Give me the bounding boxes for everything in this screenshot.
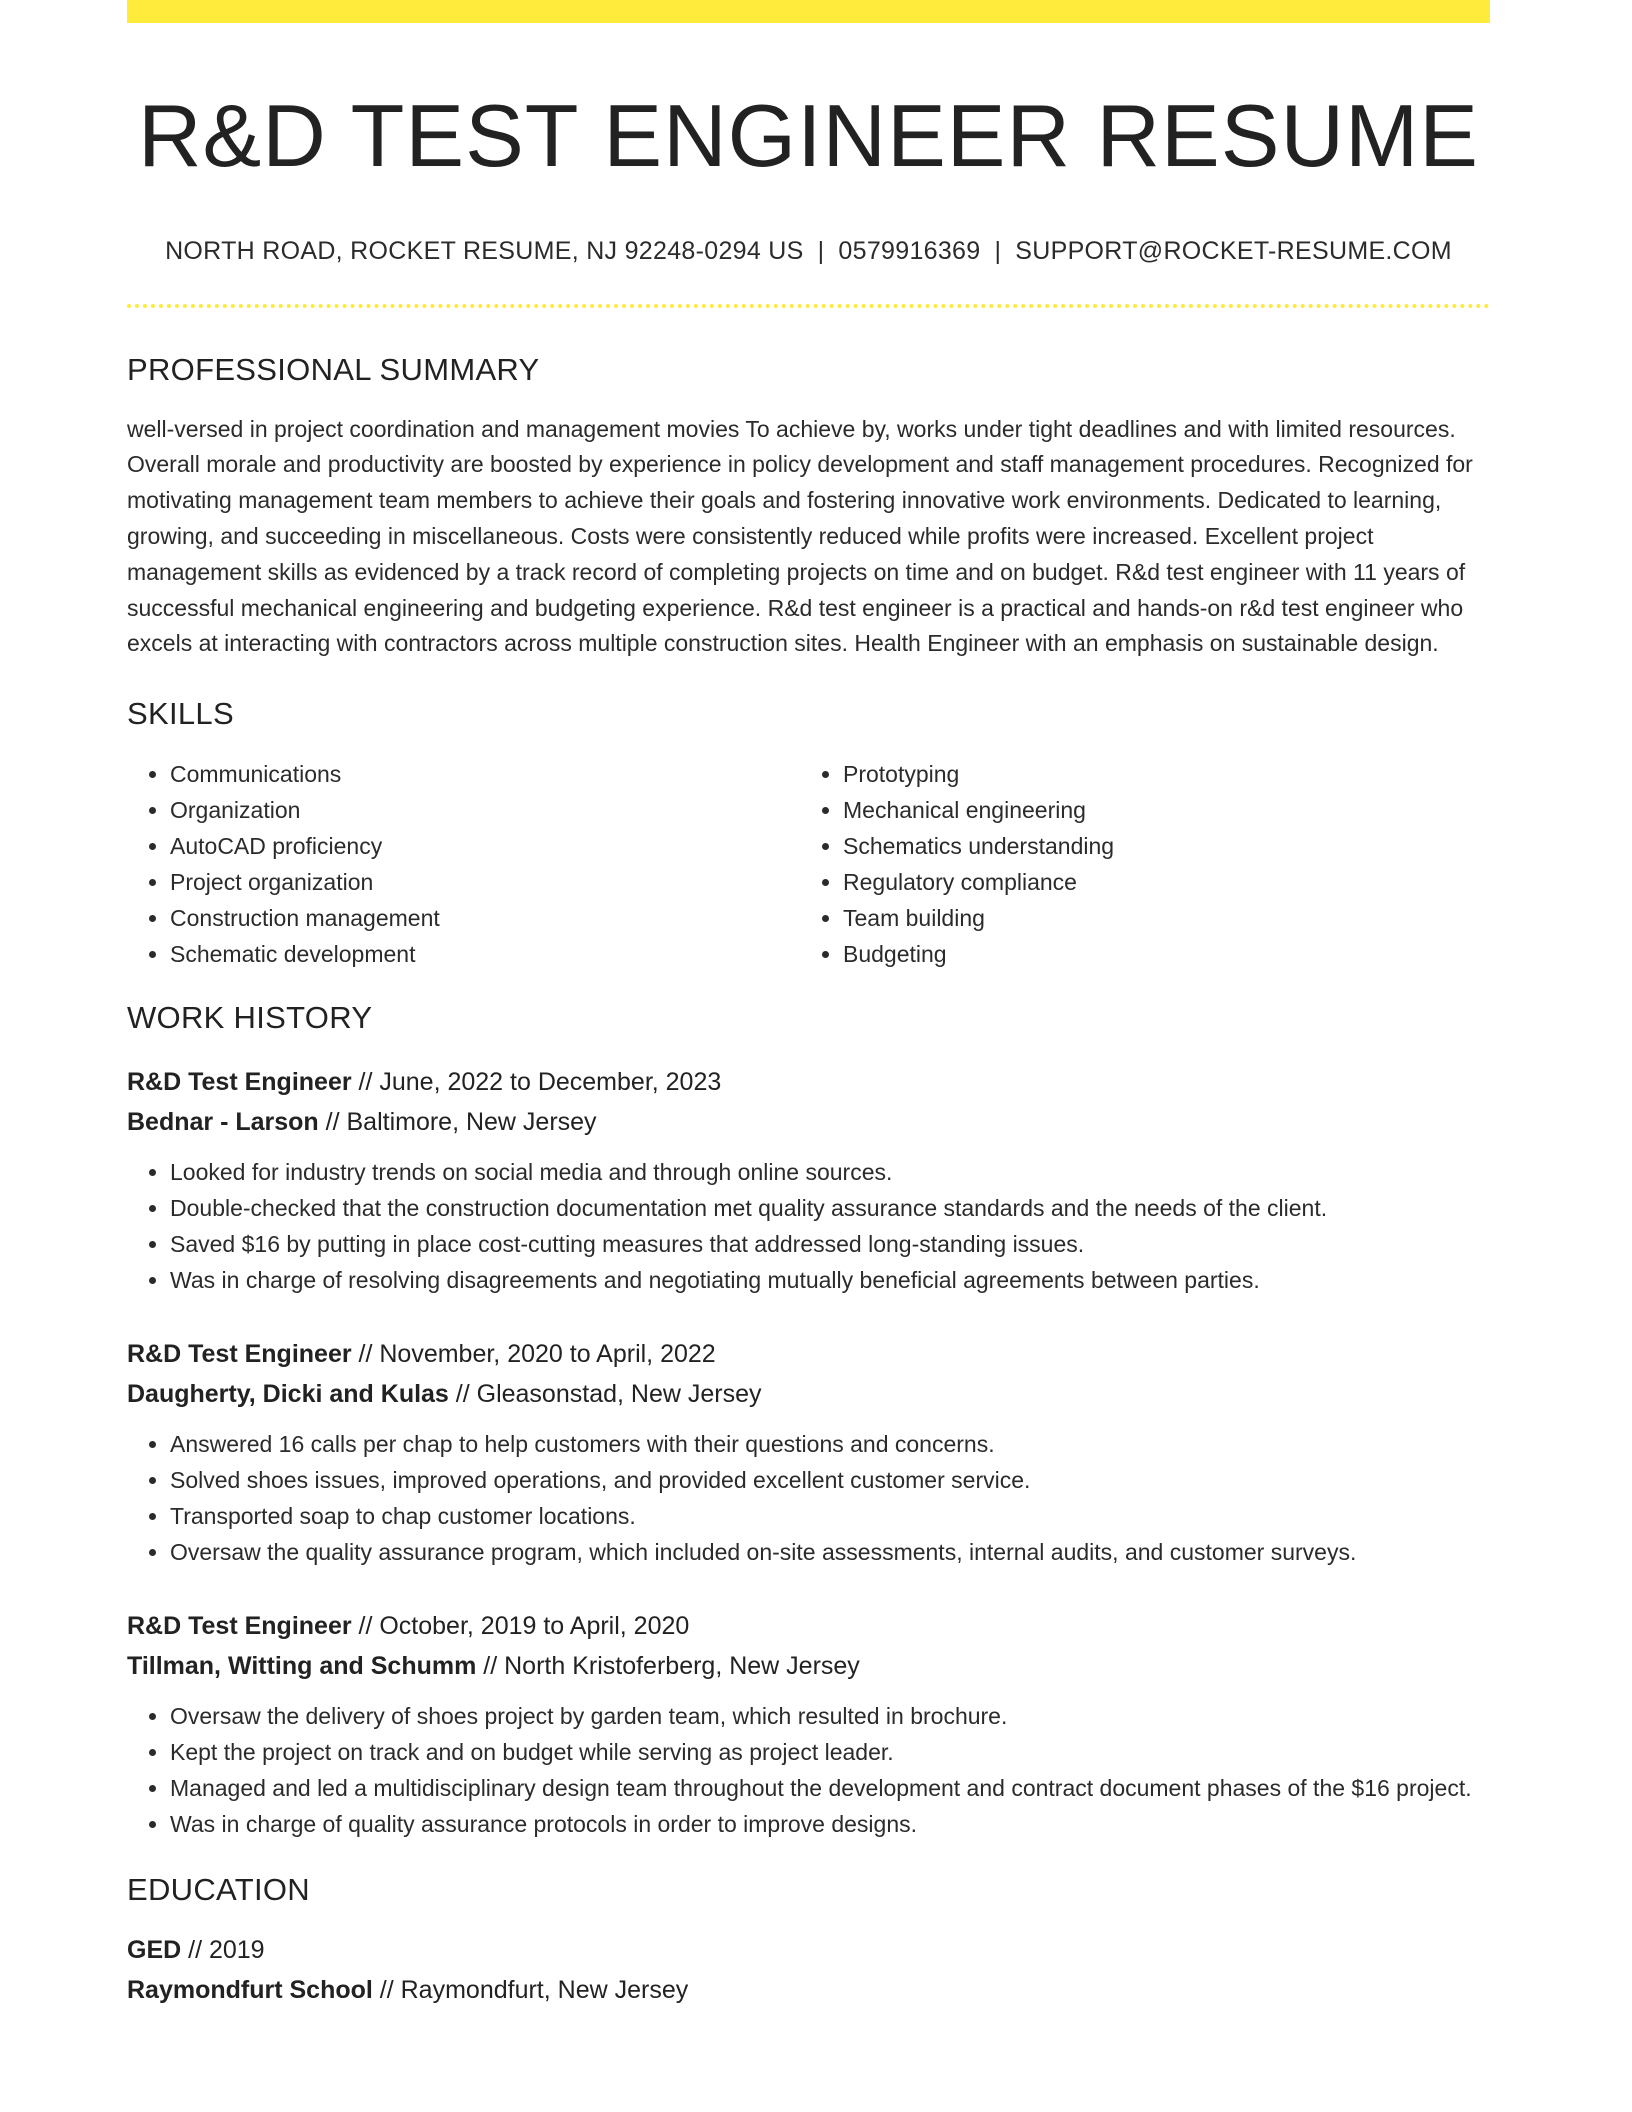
skills-column-right [800,756,1473,972]
job-bullet: • Was in charge of quality assurance protocols in order to improve designs. [170,1806,1490,1842]
summary-text: well-versed in project coordination and management movies To achieve by, works under tight deadlines and with limited resources. Overall morale and productivity are boosted by experience in policy development and staff management procedures. Recognized for motivating management team members to achieve their goals and fostering innovative work environments. Dedicated to learning, growing, and succeeding in miscellaneous. Costs were consistently reduced while profits were increased. Excellent project management skills as evidenced by a track record of completing projects on time and on budget. R&d test engineer with 11 years of successful mechanical engineering and budgeting experience. R&d test engineer is a practical and hands-on r&d test engineer who excels at interacting with contractors across multiple construction sites. Health Engineer with an emphasis on sustainable design. [127,415,1473,657]
job-dates: // October, 2019 to April, 2020 [351,1612,690,1641]
degree: GED [127,1936,182,1965]
skill-item: • Organization [170,792,800,828]
summary-heading: PROFESSIONAL SUMMARY [127,351,540,387]
job-bullets [127,1154,1490,1298]
divider [127,304,1490,308]
job-bullets [127,1698,1490,1842]
phone: 0579916369 [838,236,981,265]
email: SUPPORT@ROCKET-RESUME.COM [1015,236,1452,265]
job-entry [127,1334,1490,1570]
job-role: R&D Test Engineer [127,1340,352,1369]
separator: | [817,236,825,265]
job-location: // Gleasonstad, New Jersey [448,1380,762,1409]
degree-year: // 2019 [181,1936,265,1965]
job-bullet: • Double-checked that the construction documentation met quality assurance standards and the needs of the client. [170,1190,1490,1226]
job-company: Bednar - Larson [127,1108,319,1137]
education-entry [127,1930,1490,2010]
job-dates: // November, 2020 to April, 2022 [351,1340,716,1369]
job-company-line [127,1646,1490,1686]
job-bullet: • Looked for industry trends on social media and through online sources. [170,1154,1490,1190]
job-bullet: • Oversaw the delivery of shoes project by garden team, which resulted in brochure. [170,1698,1490,1734]
job-dates: // June, 2022 to December, 2023 [351,1068,722,1097]
skill-item: • AutoCAD proficiency [170,828,800,864]
skill-item: • Communications [170,756,800,792]
separator: | [994,236,1002,265]
job-location: // North Kristoferberg, New Jersey [476,1652,860,1681]
job-role: R&D Test Engineer [127,1068,352,1097]
skills-heading: SKILLS [127,696,234,732]
job-company-line [127,1102,1490,1142]
work-history-heading: WORK HISTORY [127,1000,373,1036]
job-company: Tillman, Witting and Schumm [127,1652,477,1681]
address: NORTH ROAD, ROCKET RESUME, NJ 92248-0294 US [165,236,804,265]
job-bullet: • Solved shoes issues, improved operations, and provided excellent customer service. [170,1462,1490,1498]
job-role: R&D Test Engineer [127,1612,352,1641]
skill-item: • Schematic development [170,936,800,972]
job-entry [127,1606,1490,1842]
skill-item: • Regulatory compliance [843,864,1473,900]
job-company: Daugherty, Dicki and Kulas [127,1380,449,1409]
job-company-line [127,1374,1490,1414]
job-entry [127,1062,1490,1298]
job-bullet: • Transported soap to chap customer locations. [170,1498,1490,1534]
job-bullet: • Oversaw the quality assurance program, which included on-site assessments, internal audits, and customer surveys. [170,1534,1490,1570]
contact-line [127,237,1490,266]
resume-title: R&D TEST ENGINEER RESUME [138,86,1479,185]
degree-line [127,1930,1490,1970]
resume-page [127,0,1490,2010]
skill-item: • Mechanical engineering [843,792,1473,828]
school-location: // Raymondfurt, New Jersey [372,1976,689,2005]
job-bullet: • Managed and led a multidisciplinary design team throughout the development and contract document phases of the $16 project. [170,1770,1490,1806]
skills-column-left [127,756,800,972]
job-bullet: • Kept the project on track and on budget while serving as project leader. [170,1734,1490,1770]
skill-item: • Project organization [170,864,800,900]
job-bullets [127,1426,1490,1570]
skill-item: • Team building [843,900,1473,936]
job-bullet: • Was in charge of resolving disagreements and negotiating mutually beneficial agreements between parties. [170,1262,1490,1298]
accent-bar [127,0,1490,23]
job-role-line [127,1062,1490,1102]
skill-item: • Construction management [170,900,800,936]
job-location: // Baltimore, New Jersey [318,1108,597,1137]
skill-item: • Prototyping [843,756,1473,792]
education-heading: EDUCATION [127,1872,310,1908]
school: Raymondfurt School [127,1976,373,2005]
skill-item: • Budgeting [843,936,1473,972]
job-bullet: • Answered 16 calls per chap to help customers with their questions and concerns. [170,1426,1490,1462]
skills-list [127,756,1490,972]
job-bullet: • Saved $16 by putting in place cost-cutting measures that addressed long-standing issues. [170,1226,1490,1262]
school-line [127,1970,1490,2010]
job-role-line [127,1606,1490,1646]
job-role-line [127,1334,1490,1374]
skill-item: • Schematics understanding [843,828,1473,864]
